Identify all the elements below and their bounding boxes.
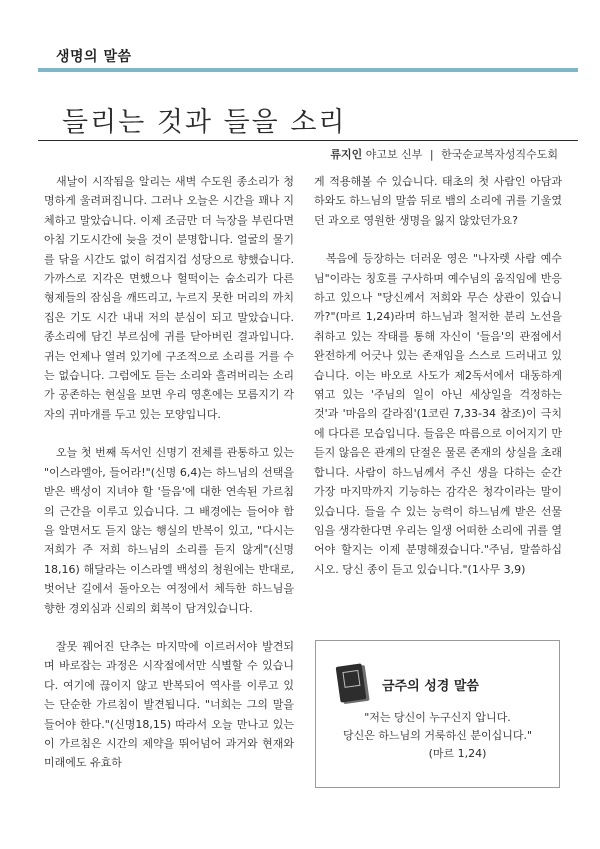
verse-line: "저는 당신이 누구신지 압니다. [364, 711, 511, 724]
article-title: 들리는 것과 들을 소리 [62, 107, 347, 138]
verse-text [316, 709, 559, 745]
author-name: 류지인 [330, 148, 363, 161]
byline [330, 146, 558, 162]
byline-separator: | [429, 148, 434, 161]
paragraph: 복음에 등장하는 더러운 영은 "나자렛 사람 예수님"이라는 칭호를 구사하며 예수님의 움직임에 반응하고 있으나 "당신께서 저희와 무슨 상관이 있습니까?"(마르 1,24)라며 하느님과 철저한 분리 노선을 취하고 있는 작태를 통해 자신이 '들음'의 관점에서 완전하게 어긋나 있는 존재임을 스스로 드러내고 있습니다. 이는 바오로 사도가 제2독서에서 대동하게 엮고 있는 '주님의 일이 아닌 세상일을 걱정하는 것'과 '마음의 갈라짐'(1코린 7,33-34 참조)이 극치에 다다른 모습입니다. 들음은 따름으로 이어지기 만 듣지 않음은 관계의 단절은 물론 존재의 상실을 초래합니다. 사람이 하느님께서 주신 생을 다하는 순간 가장 마지막까지 기능하는 감각은 청각이라는 말이 있습니다. 들을 수 있는 능력이 하느님께 받은 선물임을 생각한다면 우리는 일생 어떠한 소리에 귀를 열어야 할지는 이제 분명해졌습니다."주님, 말씀하십시오. 당신 종이 듣고 있습니다."(1사무 3,9) [314, 252, 562, 576]
verse-reference: (마르 1,24) [428, 747, 487, 760]
left-column [44, 172, 294, 773]
paragraph: 오늘 첫 번째 독서인 신명기 전체를 관통하고 있는 "이스라엘아, 들어라!"(신명 6,4)는 하느님의 선택을 받은 백성이 지녀야 할 '들음'에 대한 연속된 가르침의 근간을 이루고 있습니다. 그 배경에는 들어야 함을 알면서도 듣지 않는 행실의 반복이 있고, "다시는 저희가 주 저희 하느님의 소리를 듣지 않게"(신명 18,16) 해달라는 이스라엘 백성의 청원에는 반대로, 벗어난 길에서 돌아오는 여정에서 체득한 하느님을 향한 경외심과 신뢰의 회복이 담겨있습니다. [44, 446, 294, 615]
paragraph: 게 적용해볼 수 있습니다. 태초의 첫 사람인 아담과 하와도 하느님의 말씀 뒤로 뱀의 소리에 귀를 기울였던 과오로 영원한 생명을 잃지 않았던가요? [314, 175, 562, 227]
author-role: 야고보 신부 [365, 148, 423, 161]
top-rule [38, 68, 578, 72]
verse-line: 당신은 하느님의 거룩하신 분이십니다." [342, 729, 533, 742]
title-rule [38, 140, 578, 141]
paragraph: 새날이 시작됨을 알리는 새벽 수도원 종소리가 청명하게 울려퍼집니다. 그러나 오늘은 시간을 꽤나 지체하고 말았습니다. 이제 조금만 더 늑장을 부린다면 아침 기도시간에 늦을 것이 분명합니다. 얼굴의 물기를 닦을 시간도 없이 허겁지겁 성당으로 향했습니다. 가까스로 지각은 면했으나 헐떡이는 숨소리가 다른 형제들의 잠심을 깨뜨리고, 누르지 못한 머리의 까치집은 기도 시간 내내 저의 분심이 되고 말았습니다. 종소리에 담긴 부르심에 귀를 닫아버린 결과입니다. 귀는 언제나 열려 있기에 구조적으로 소리를 거를 수는 없습니다. 그럼에도 듣는 소리와 흘려버리는 소리가 공존하는 현실을 보면 우리 영혼에는 모름지기 각자의 귀마개를 두고 있는 모양입니다. [44, 175, 294, 421]
verse-heading: 금주의 성경 말씀 [382, 679, 479, 694]
right-column [314, 172, 562, 579]
author-org: 한국순교복자성직수도회 [441, 148, 558, 161]
paragraph: 잘못 꿰어진 단추는 마지막에 이르러서야 발견되며 바로잡는 과정은 시작점에서만 식별할 수 있습니다. 여기에 끊이지 않고 반복되어 역사를 이루고 있는 단순한 가르침이 발견됩니다. "너희는 그의 말을 들어야 한다."(신명18,15) 따라서 오늘 만나고 있는 이 가르침은 시간의 제약을 뛰어넘어 과거와 현재와 미래에도 유효하 [44, 639, 294, 770]
section-tag: 생명의 말씀 [56, 49, 132, 65]
bible-icon [336, 663, 367, 702]
verse-box [315, 640, 560, 788]
